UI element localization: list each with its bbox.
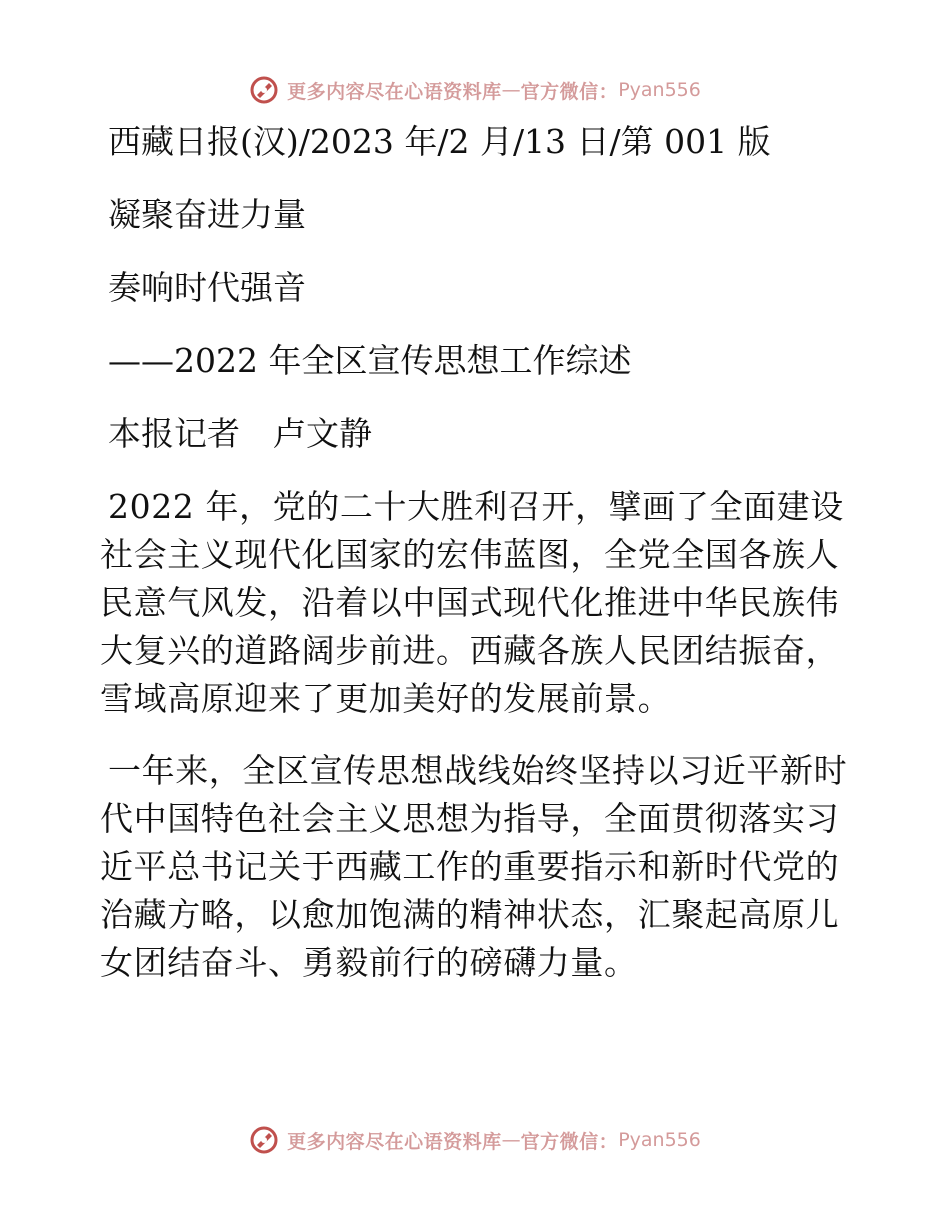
source-line: 西藏日报(汉)/2023 年/2 月/13 日/第 001 版 (108, 122, 771, 161)
watermark-label: 官方微信： (520, 1130, 619, 1153)
byline: 本报记者 卢文静 (108, 414, 372, 453)
paragraph: 2022 年，党的二十大胜利召开，擘画了全面建设社会主义现代化国家的宏伟蓝图，全党全国各族人民意气风发，沿着以中国式现代化推进中华民族伟大复兴的道路阔步前进。西藏各族人民团结振奋，雪域高原迎来了更加美好的发展前景。 (100, 487, 844, 718)
watermark-account: Pyan556 (618, 79, 701, 101)
watermark-logo-icon (249, 1125, 279, 1155)
title-line-1: 凝聚奋进力量 (108, 195, 306, 234)
watermark-account: Pyan556 (618, 1129, 701, 1151)
watermark-separator: — (501, 79, 521, 101)
footer-watermark (0, 1120, 950, 1160)
document-body (100, 118, 850, 1011)
title-line-2: 奏响时代强音 (108, 268, 306, 307)
header-watermark (0, 70, 950, 110)
watermark-text: 更多内容尽在心语资料库 (287, 1130, 502, 1153)
subtitle: ——2022 年全区宣传思想工作综述 (108, 341, 632, 380)
paragraph: 一年来，全区宣传思想战线始终坚持以习近平新时代中国特色社会主义思想为指导，全面贯彻落实习近平总书记关于西藏工作的重要指示和新时代党的治藏方略，以愈加饱满的精神状态，汇聚起高原儿女团结奋斗、勇毅前行的磅礴力量。 (100, 751, 848, 982)
watermark-separator: — (501, 1129, 521, 1151)
watermark-text: 更多内容尽在心语资料库 (287, 80, 502, 103)
watermark-logo-icon (249, 75, 279, 105)
watermark-label: 官方微信： (520, 80, 619, 103)
